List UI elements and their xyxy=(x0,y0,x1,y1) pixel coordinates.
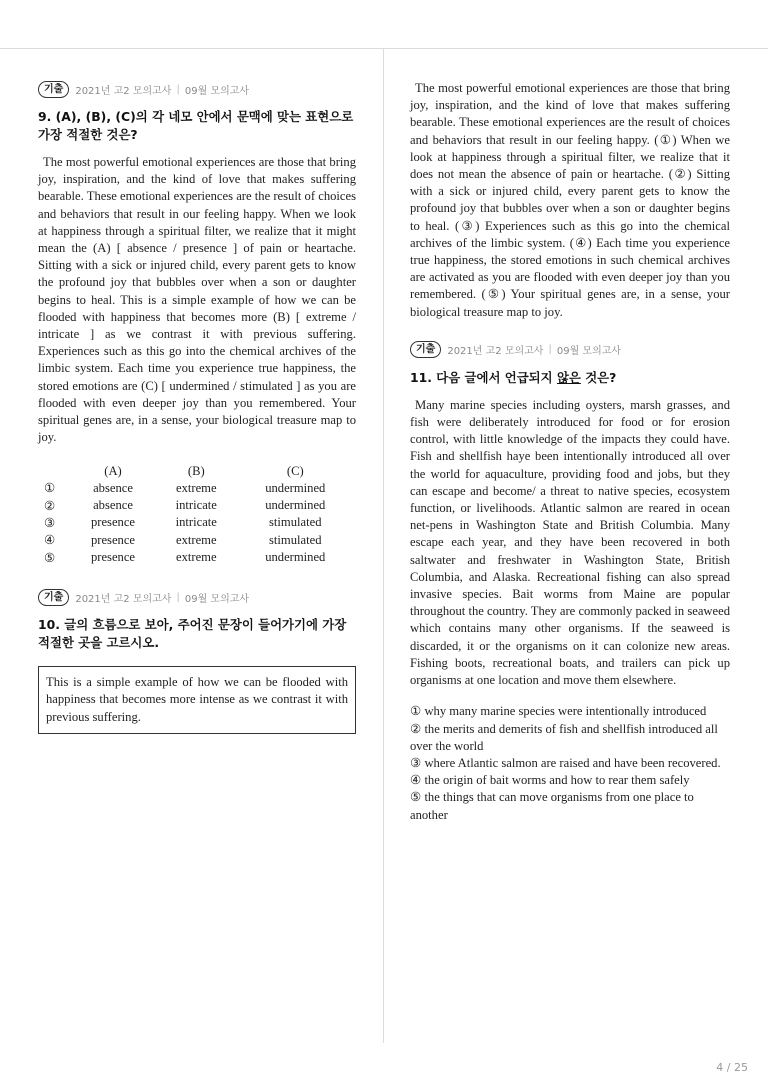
q9-passage-3: as we contrast it with previous suffering. Experiences such as this go into the chemical archives of the limbic system. Each time you experience true happiness, the stored emotions are xyxy=(38,327,356,393)
q9-choice-number: ① xyxy=(44,481,56,496)
q9-choice-number: ③ xyxy=(44,515,56,530)
q11-option[interactable]: ② the merits and demerits of fish and shellfish introduced all over the world xyxy=(410,721,718,753)
q9-choice-a: presence xyxy=(90,550,136,565)
q10-badge: 기출 xyxy=(38,589,69,606)
q11-badge: 기출 xyxy=(410,341,441,358)
q10-given-sentence-box: This is a simple example of how we can be flooded with happiness that becomes more intense as we contrast it with previous suffering. xyxy=(38,666,356,734)
q9-passage-1: The most powerful emotional experiences are those that bring joy, inspiration, and the kind of love that makes suffering bearable. These emotional experiences are the result of choices and behaviors that result in our feeling happy. When we look at happiness through a spiritual filter, we realize that it might mean the xyxy=(38,155,356,256)
q9-header-b: (B) xyxy=(187,463,205,478)
column-divider xyxy=(383,48,384,1043)
q9-choice-b: intricate xyxy=(175,515,217,530)
q9-title: 9. (A), (B), (C)의 각 네모 안에서 문맥에 맞는 표현으로 가장 적절한 것은? xyxy=(38,109,354,142)
q9-passage-4: as you are flooded with even deeper joy than you remembered. Your spiritual genes are, in a sense, your biological treasure map to joy. xyxy=(38,378,356,445)
q9-separator: | xyxy=(176,83,180,95)
q9-choice-b: intricate xyxy=(175,498,217,513)
q9-choice-row[interactable] xyxy=(44,514,354,531)
q9-choice-b: extreme xyxy=(175,480,217,495)
q10-passage-text: The most powerful emotional experiences are those that bring joy, inspiration, and the kind of love that makes suffering bearable. These emotional experiences are the result of choices and behaviors that result in our feeling happy. (①) When we look at happiness through a spiritual filter, we realize that it does not mean the absence of pain or heartache. (②) Sitting with a sick or injured child, every parent gets to know the profound joy that bubbles over when a son or daughter begins to heal. (③) Experiences such as this go into the chemical archives of the limbic system. (④) Each time you experience true happiness, the stored emotions in such chemical archives are activated as you are flooded with even deeper joy than you remembered. (⑤) Your spiritual genes are, in a sense, your biological treasure map to joy. xyxy=(410,81,730,319)
q9-exam: 09월 모의고사 xyxy=(184,85,250,97)
q11-title-pre: 11. 다음 글에서 언급되지 xyxy=(410,369,557,385)
q10-tagline xyxy=(38,588,356,606)
q9-choice-b: extreme xyxy=(175,550,217,565)
q9-blank-b: (B) [ extreme / intricate ] xyxy=(38,309,356,342)
q9-badge: 기출 xyxy=(38,81,69,98)
question-9 xyxy=(38,80,356,566)
q9-passage xyxy=(38,154,356,446)
q10-separator: | xyxy=(176,591,180,603)
q9-header-c: (C) xyxy=(286,463,304,478)
q11-option[interactable]: ① why many marine species were intentionally introduced xyxy=(410,704,707,719)
q9-choice-number: ⑤ xyxy=(44,550,56,565)
q11-tagline xyxy=(410,341,730,359)
q9-choice-number: ② xyxy=(44,498,56,513)
q11-passage xyxy=(410,397,730,689)
q9-choice-b: extreme xyxy=(175,532,217,547)
question-11 xyxy=(410,341,730,824)
q9-choice-c: undermined xyxy=(265,550,326,565)
q11-option[interactable]: ③ where Atlantic salmon are raised and have been recovered. xyxy=(410,755,721,770)
q9-choice-number: ④ xyxy=(44,533,56,548)
q9-header-a: (A) xyxy=(104,463,122,478)
q9-blank-c: (C) [ undermined / stimulated ] xyxy=(141,378,301,393)
left-column xyxy=(38,80,356,752)
q9-choice-c: undermined xyxy=(265,480,326,495)
q11-options xyxy=(410,703,730,823)
q11-option[interactable]: ④ the origin of bait worms and how to rear them safely xyxy=(410,773,690,788)
q9-choice-a: absence xyxy=(93,498,133,513)
q9-choice-c: stimulated xyxy=(269,515,322,530)
right-column xyxy=(410,80,730,842)
q9-choice-row[interactable] xyxy=(44,532,354,549)
q11-title xyxy=(410,369,730,387)
q11-separator: | xyxy=(548,344,552,356)
q9-tagline xyxy=(38,80,356,98)
q9-choices-header xyxy=(44,462,354,479)
page-number: 4 / 25 xyxy=(716,1061,748,1074)
q10-passage xyxy=(410,80,730,321)
q10-exam: 09월 모의고사 xyxy=(184,593,250,605)
q9-choice-row[interactable] xyxy=(44,480,354,497)
q9-choice-a: presence xyxy=(90,515,136,530)
q9-choices-table xyxy=(44,462,354,566)
question-10 xyxy=(38,588,356,734)
q9-choice-row[interactable] xyxy=(44,497,354,514)
q9-choice-a: presence xyxy=(90,532,136,547)
q9-choice-row[interactable] xyxy=(44,549,354,566)
q11-year: 2021년 고2 모의고사 xyxy=(447,346,544,358)
q9-choice-c: undermined xyxy=(265,498,326,513)
q11-exam: 09월 모의고사 xyxy=(556,346,622,358)
q11-title-post: 것은? xyxy=(580,369,617,385)
q10-title: 10. 글의 흐름으로 보아, 주어진 문장이 들어가기에 가장 적절한 곳을 고르시오. xyxy=(38,617,347,651)
q9-choice-c: stimulated xyxy=(269,532,322,547)
q9-passage-2: of pain or heartache. Sitting with a sick or injured child, every parent gets to know the profound joy that bubbles over when a son or daughter begins to heal. This is a simple example of how we can be flooded with happiness that becomes more xyxy=(38,241,356,324)
q11-title-underlined: 않은 xyxy=(556,369,581,385)
q11-option[interactable]: ⑤ the things that can move organisms from one place to another xyxy=(410,790,694,822)
q10-year: 2021년 고2 모의고사 xyxy=(75,593,172,605)
q9-choice-a: absence xyxy=(93,480,133,495)
header-rule xyxy=(0,48,768,49)
q11-passage-text: Many marine species including oysters, marsh grasses, and fish were deliberately introduced for food or for erosion control, with little knowledge of the impacts they could have. Fish and shellfish haye been intentionally introduced all over the world for aquaculture, providing food and jobs, but they can escape and become/ a threat to native species, ecosystem function, or livelihoods. Atlantic salmon are reared in ocean net-pens in Washington State and British Columbia. Many escape each year, and they have been recovered in both saltwater and freshwater in Washington State, British Columbia, and Alaska. Recreational fishing can also spread invasive species. Bait worms from Maine are popular throughout the country. They are commonly packed in seaweed which contains many other organisms. If the seaweed is discarded, it or the organisms on it can colonize new areas. Fishing boots, recreational boats, and trailers can pick up organisms at one location and move them elsewhere. xyxy=(410,397,730,688)
q9-year: 2021년 고2 모의고사 xyxy=(75,85,172,97)
q9-blank-a: (A) [ absence / presence ] xyxy=(93,241,238,256)
